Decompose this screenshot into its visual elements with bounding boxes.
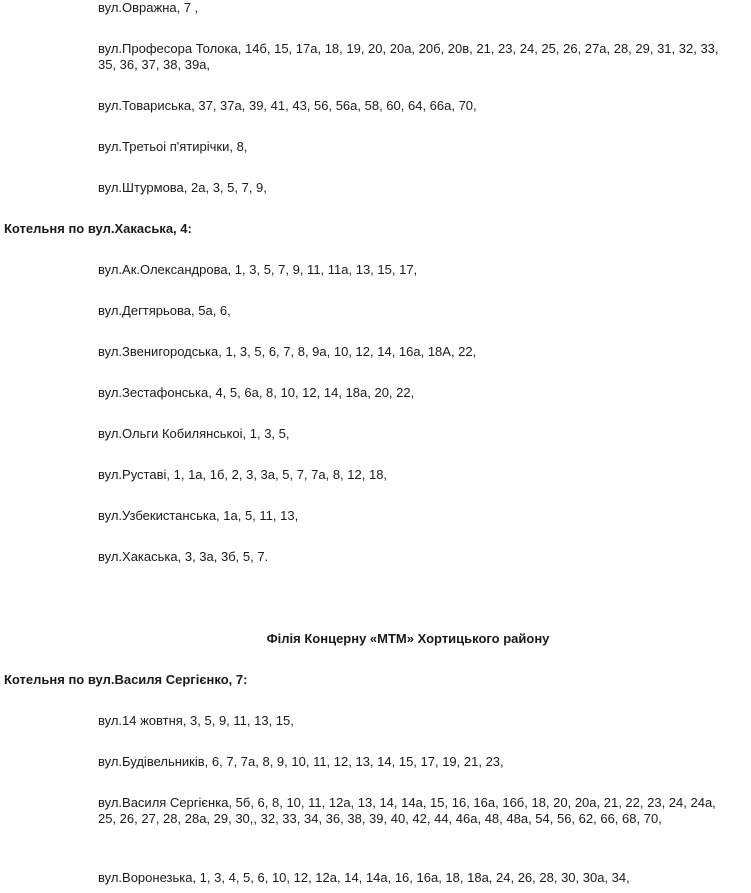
street-line: вул.Ак.Олександрова, 1, 3, 5, 7, 9, 11, 11а, 13, 15, 17, <box>98 262 418 277</box>
street-line: вул.Хакаська, 3, 3а, 3б, 5, 7. <box>98 549 269 564</box>
street-line: вул.Третьоі п'ятирічки, 8, <box>98 139 248 154</box>
street-line: вул.Воронезька, 1, 3, 4, 5, 6, 10, 12, 12а, 14, 14а, 16, 16а, 18, 18а, 24, 26, 28, 30, 30а, 34, <box>98 870 630 885</box>
street-line: вул.Звенигородська, 1, 3, 5, 6, 7, 8, 9а, 10, 12, 14, 16а, 18А, 22, <box>98 344 477 359</box>
street-line: вул.Дегтярьова, 5а, 6, <box>98 303 231 318</box>
street-line: вул.Узбекистанська, 1а, 5, 11, 13, <box>98 508 299 523</box>
street-line: вул.Штурмова, 2а, 3, 5, 7, 9, <box>98 180 267 195</box>
boiler-heading: Котельня по вул.Василя Сергієнко, 7: <box>4 672 248 687</box>
street-line: вул.Василя Сергієнка, 5б, 6, 8, 10, 11, 12а, 13, 14, 14а, 15, 16, 16а, 16б, 18, 20, 20а, 21, 22, 23, 24, 24а, 25, 26, 27, 28, 28а, 29, 30,, 32, 33, 34, 36, 38, 39, 40, 42, 44, 46а, 48, 48а, 54, 56, 62, 66, 68, 70, <box>98 795 716 826</box>
branch-heading: Філія Концерну «МТМ» Хортицького району <box>266 631 550 646</box>
street-line: вул.Будівельників, 6, 7, 7а, 8, 9, 10, 11, 12, 13, 14, 15, 17, 19, 21, 23, <box>98 754 504 769</box>
boiler-heading: Котельня по вул.Хакаська, 4: <box>4 221 192 236</box>
street-line: вул.Професора Толока, 14б, 15, 17а, 18, 19, 20, 20а, 20б, 20в, 21, 23, 24, 25, 26, 27а, 28, 29, 31, 32, 33, 35, 36, 37, 38, 39а, <box>98 41 719 72</box>
street-line: вул.14 жовтня, 3, 5, 9, 11, 13, 15, <box>98 713 294 728</box>
street-line: вул.Зестафонська, 4, 5, 6а, 8, 10, 12, 14, 18а, 20, 22, <box>98 385 415 400</box>
street-line: вул.Товариська, 37, 37а, 39, 41, 43, 56, 56а, 58, 60, 64, 66а, 70, <box>98 98 477 113</box>
street-line: вул.Ольги Кобилянськоі, 1, 3, 5, <box>98 426 290 441</box>
street-line: вул.Овражна, 7 , <box>98 0 199 15</box>
street-line: вул.Руставі, 1, 1а, 1б, 2, 3, 3а, 5, 7, 7а, 8, 12, 18, <box>98 467 388 482</box>
